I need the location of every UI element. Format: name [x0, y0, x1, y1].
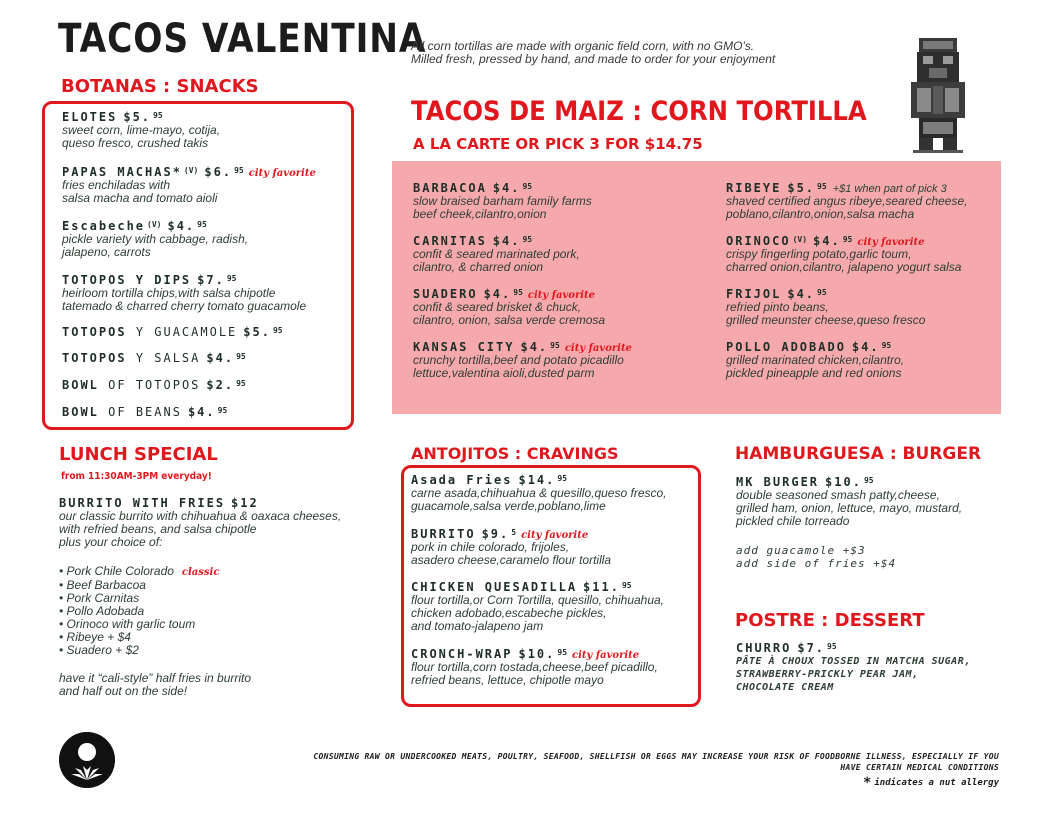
item-price: $4. — [206, 351, 235, 365]
brand-title: TACOS VALENTINA — [58, 16, 427, 62]
disclaimer-line: CONSUMING RAW OR UNDERCOOKED MEATS, POULTRY, SEAFOOD, SHELLFISH OR EGGS MAY INCREASE YOUR RISK OF FOODBORNE ILLNESS, ESPECIALLY IF YOU — [313, 752, 999, 761]
item-name: MK BURGER — [736, 475, 820, 489]
nut-allergy-note — [863, 775, 999, 791]
item-name-suffix: OF BEANS — [108, 405, 182, 419]
menu-item — [62, 405, 227, 419]
menu-item — [413, 287, 605, 327]
item-price: $4. — [520, 340, 549, 354]
item-price: $11. — [583, 580, 620, 594]
item-desc: asadero cheese,caramelo flour tortilla — [411, 553, 612, 567]
menu-item — [62, 325, 283, 339]
item-desc: refried beans, lettuce, chipotle mayo — [411, 673, 604, 687]
item-name: ORINOCO — [726, 234, 791, 248]
item-desc: slow braised barham family farms — [413, 194, 592, 208]
asterisk-icon: * — [862, 775, 872, 791]
item-desc: heirloom tortilla chips,with salsa chipotle — [62, 286, 276, 300]
item-desc: shaved certified angus ribeye,seared cheese, — [726, 194, 968, 208]
menu-item — [62, 351, 246, 365]
item-cents: 95 — [863, 476, 874, 485]
item-cents: 95 — [513, 288, 523, 297]
city-favorite-badge: city favorite — [857, 237, 925, 248]
item-desc: crispy fingerling potato,garlic toum, — [726, 247, 912, 261]
item-desc: queso fresco, crushed takis — [62, 136, 209, 150]
item-name: Asada Fries — [411, 473, 513, 487]
intro-line: Milled fresh, pressed by hand, and made to order for your enjoyment — [411, 52, 776, 66]
item-cents: 95 — [621, 581, 632, 590]
item-desc: refried pinto beans, — [726, 300, 829, 314]
menu-item — [413, 234, 580, 274]
item-desc: tatemado & charred cherry tomato guacamole — [62, 299, 307, 313]
item-desc: grilled marinated chicken,cilantro, — [726, 353, 905, 367]
item-name: BOWL — [62, 378, 99, 392]
item-price: $4. — [492, 181, 521, 195]
item-desc: fries enchiladas with — [62, 178, 171, 192]
item-desc: cilantro, onion, salsa verde cremosa — [413, 313, 606, 327]
item-price: $12 — [231, 496, 259, 510]
item-desc: salsa macha and tomato aioli — [62, 191, 218, 205]
item-price: $4. — [167, 219, 196, 233]
item-name: SUADERO — [413, 287, 478, 301]
intro-line: All corn tortillas are made with organic field corn, with no GMO's. — [411, 39, 755, 53]
item-name-suffix: Y GUACAMOLE — [135, 325, 238, 339]
list-item: • Ribeye + $4 — [59, 630, 131, 644]
item-cents: 95 — [153, 111, 163, 120]
menu-item — [62, 378, 246, 392]
item-price: $4. — [787, 287, 816, 301]
burger-addons — [736, 544, 896, 570]
item-name: TOTOPOS — [62, 325, 127, 339]
item-desc: pickled pineapple and red onions — [726, 366, 902, 380]
item-name: CARNITAS — [413, 234, 487, 248]
item-price: $4. — [851, 340, 880, 354]
item-name: TOTOPOS — [62, 351, 127, 365]
item-desc: PÂTE À CHOUX TOSSED IN MATCHA SUGAR, — [736, 656, 971, 667]
item-desc: lettuce,valentina aioli,dusted parm — [413, 366, 595, 380]
item-desc: confit & seared brisket & chuck, — [413, 300, 582, 314]
item-name-suffix: Y SALSA — [135, 351, 201, 365]
snacks-heading: BOTANAS : SNACKS — [61, 76, 259, 97]
item-price: $4. — [813, 234, 841, 248]
nut-note-text: indicates a nut allergy — [874, 778, 999, 788]
item-desc: pickle variety with cabbage, radish, — [62, 232, 249, 246]
item-name: Escabeche — [62, 219, 146, 233]
item-desc: pork in chile colorado, frijoles, — [411, 540, 570, 554]
item-cents: 95 — [226, 274, 237, 283]
item-cents: 95 — [234, 166, 244, 175]
item-desc: double seasoned smash patty,cheese, — [736, 488, 940, 502]
item-desc: sweet corn, lime-mayo, cotija, — [62, 123, 221, 137]
menu-item — [62, 110, 220, 150]
city-favorite-badge: city favorite — [572, 650, 640, 661]
list-item: • Beef Barbacoa — [59, 578, 146, 592]
item-name: PAPAS MACHAS* — [62, 165, 182, 179]
item-cents: 95 — [557, 474, 568, 483]
item-name: BARBACOA — [413, 181, 487, 195]
item-name: POLLO ADOBADO — [726, 340, 846, 354]
menu-item — [62, 165, 316, 205]
item-cents: 95 — [557, 648, 568, 657]
menu-item — [736, 475, 962, 528]
list-item: • Pollo Adobada — [59, 604, 145, 618]
addon-line: add guacamole +$3 — [736, 544, 866, 557]
item-price: $9. — [481, 527, 510, 541]
menu-item — [726, 287, 925, 327]
item-desc: and tomato-jalapeno jam — [411, 619, 544, 633]
item-price: $5. — [787, 181, 816, 195]
item-desc: flour tortilla,or Corn Tortilla, quesillo, chihuahua, — [411, 593, 665, 607]
menu-item — [413, 181, 592, 221]
menu-item — [411, 473, 667, 513]
item-desc: jalapeno, carrots — [62, 245, 151, 259]
city-favorite-badge: city favorite — [248, 168, 316, 179]
item-cents: 95 — [217, 406, 228, 415]
menu-item — [736, 641, 971, 694]
item-desc: grilled ham, onion, lettuce, mayo, mustard, — [736, 501, 963, 515]
item-note: +$1 when part of pick 3 — [832, 183, 947, 195]
lunch-footnote — [59, 672, 251, 698]
item-tag: (V) — [792, 235, 808, 244]
dessert-heading: POSTRE : DESSERT — [735, 610, 925, 631]
menu-item — [726, 340, 904, 380]
menu-item — [413, 340, 632, 380]
item-name: CRONCH-WRAP — [411, 647, 513, 661]
item-desc: our classic burrito with chihuahua & oaxaca cheeses, — [59, 509, 342, 523]
item-desc: STRAWBERRY-PRICKLY PEAR JAM, — [736, 669, 919, 680]
food-safety-disclaimer — [99, 751, 999, 773]
item-desc: CHOCOLATE CREAM — [736, 682, 834, 693]
aztec-statue-icon — [909, 36, 967, 154]
item-tag: (V) — [183, 166, 199, 175]
item-name: CHURRO — [736, 641, 792, 655]
item-name: BURRITO WITH FRIES — [59, 496, 226, 510]
item-cents: 95 — [522, 182, 533, 191]
item-name: KANSAS CITY — [413, 340, 515, 354]
menu-item — [62, 219, 248, 259]
lunch-heading: LUNCH SPECIAL — [59, 444, 218, 465]
item-name: CHICKEN QUESADILLA — [411, 580, 578, 594]
item-price: $10. — [518, 647, 556, 661]
item-name: FRIJOL — [726, 287, 782, 301]
item-price: $7. — [797, 641, 826, 655]
item-price: $4. — [187, 405, 216, 419]
item-price: $4. — [483, 287, 512, 301]
item-desc: poblano,cilantro,onion,salsa macha — [726, 207, 915, 221]
item-desc: plus your choice of: — [59, 535, 163, 549]
choice-label: • Pork Chile Colorado — [59, 564, 174, 578]
lunch-hours: from 11:30AM-3PM everyday! — [61, 471, 212, 482]
item-price: $2. — [206, 378, 235, 392]
item-cents: 95 — [522, 235, 533, 244]
item-cents: 95 — [197, 220, 207, 229]
item-name: TOTOPOS Y DIPS — [62, 273, 192, 287]
menu-item — [411, 527, 611, 567]
item-cents: 95 — [272, 326, 283, 335]
item-cents: 95 — [817, 288, 827, 297]
item-price: $5. — [243, 325, 271, 339]
item-price: $6. — [204, 165, 233, 179]
item-price: $5. — [123, 110, 152, 124]
menu-item — [59, 496, 341, 549]
menu-item — [726, 234, 961, 274]
item-name: ELOTES — [62, 110, 118, 124]
item-name-suffix: OF TOTOPOS — [108, 378, 201, 392]
city-favorite-badge: city favorite — [564, 343, 632, 354]
item-cents: 95 — [881, 341, 892, 350]
lunch-choices — [59, 565, 219, 657]
item-cents: 95 — [817, 182, 827, 191]
classic-badge: classic — [181, 567, 220, 578]
menu-item — [411, 647, 658, 687]
item-desc: beef cheek,cilantro,onion — [413, 207, 547, 221]
item-name: BOWL — [62, 405, 99, 419]
item-price: $10. — [825, 475, 862, 489]
item-desc: chicken adobado,escabeche pickles, — [411, 606, 607, 620]
item-cents: 95 — [236, 352, 246, 361]
item-cents: 95 — [550, 341, 560, 350]
footnote-line: have it “cali-style” half fries in burrito — [59, 671, 252, 685]
item-name: BURRITO — [411, 527, 476, 541]
list-item: • Suadero + $2 — [59, 643, 139, 657]
footnote-line: and half out on the side! — [59, 684, 188, 698]
burger-heading: HAMBURGUESA : BURGER — [735, 444, 982, 464]
item-cents: 5 — [511, 528, 517, 537]
item-price: $7. — [197, 273, 225, 287]
item-desc: with refried beans, and salsa chipotle — [59, 522, 257, 536]
item-desc: pickled chile torreado — [736, 514, 850, 528]
item-name: RIBEYE — [726, 181, 782, 195]
item-desc: crunchy tortilla,beef and potato picadillo — [413, 353, 624, 367]
item-desc: confit & seared marinated pork, — [413, 247, 580, 261]
tacos-subheading: A LA CARTE OR PICK 3 FOR $14.75 — [413, 135, 703, 153]
list-item: • Pork Carnitas — [59, 591, 140, 605]
item-desc: grilled meunster cheese,queso fresco — [726, 313, 926, 327]
item-price: $14. — [518, 473, 556, 487]
item-tag: (V) — [147, 220, 162, 229]
item-price: $4. — [492, 234, 521, 248]
item-desc: carne asada,chihuahua & quesillo,queso fresco, — [411, 486, 667, 500]
item-desc: guacamole,salsa verde,poblano,lime — [411, 499, 606, 513]
cravings-heading: ANTOJITOS : CRAVINGS — [411, 444, 619, 463]
menu-item — [62, 273, 306, 313]
disclaimer-line: HAVE CERTAIN MEDICAL CONDITIONS — [840, 763, 999, 772]
item-desc: cilantro, & charred onion — [413, 260, 544, 274]
item-desc: charred onion,cilantro, jalapeno yogurt salsa — [726, 260, 962, 274]
item-cents: 95 — [827, 642, 837, 651]
intro-text — [411, 40, 851, 66]
item-desc: flour tortilla,corn tostada,cheese,beef picadillo, — [411, 660, 658, 674]
list-item: • Orinoco with garlic toum — [59, 617, 196, 631]
tacos-heading: TACOS DE MAIZ : CORN TORTILLA — [411, 96, 867, 127]
list-item — [59, 565, 219, 579]
addon-line: add side of fries +$4 — [736, 557, 897, 570]
item-cents: 95 — [236, 379, 246, 388]
menu-item — [726, 181, 967, 221]
city-favorite-badge: city favorite — [521, 530, 589, 541]
city-favorite-badge: city favorite — [527, 290, 596, 301]
item-cents: 95 — [842, 235, 853, 244]
menu-item — [411, 580, 664, 633]
